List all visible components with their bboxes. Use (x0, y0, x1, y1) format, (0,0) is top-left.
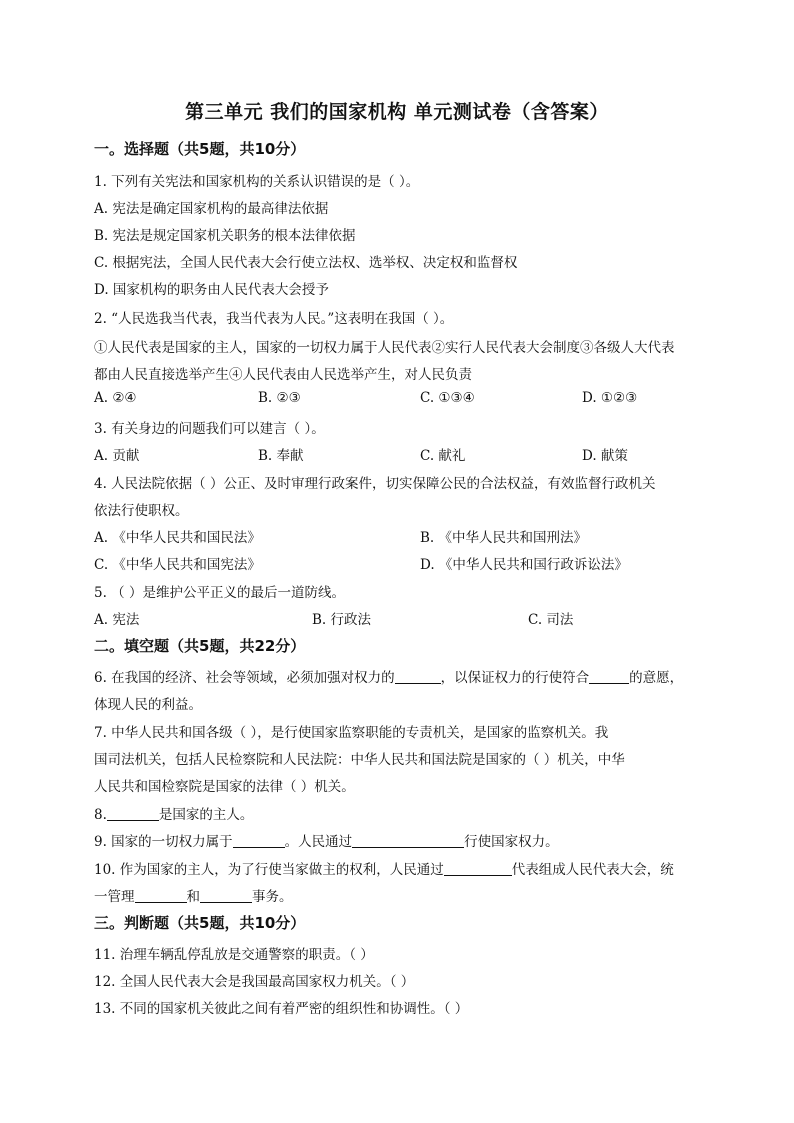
page-title: 第三单元 我们的国家机构 单元测试卷（含答案） (185, 101, 609, 123)
section-heading-choice: 一。选择题（共5题，共10分） (94, 140, 306, 158)
q3-option-c: C. 献礼 (420, 448, 466, 464)
q2-option-a: A. ②④ (94, 390, 137, 406)
q6-blank-1[interactable] (395, 669, 441, 684)
q6-text-1: 6. 在我国的经济、社会等领域，必须加强对权力的 (94, 670, 395, 686)
q2-stem: 2. “人民选我当代表，我当代表为人民。”这表明在我国（ ）。 (94, 311, 454, 327)
q1-option-a: A. 宪法是确定国家机构的最高律法依据 (94, 201, 329, 217)
q4-stem-line1: 4. 人民法院依据（ ）公正、及时审理行政案件，切实保障公民的合法权益，有效监督行政机关 (94, 476, 656, 492)
q9-text-1: 9. 国家的一切权力属于 (94, 834, 233, 850)
q6-text-3: 的意愿， (629, 670, 684, 686)
q3-stem: 3. 有关身边的问题我们可以建言（ ）。 (94, 421, 325, 437)
q5-option-a: A. 宪法 (94, 612, 140, 628)
q12-line: 12. 全国人民代表大会是我国最高国家权力机关。（ ） (94, 974, 415, 990)
q1-option-d: D. 国家机构的职务由人民代表大会授予 (94, 282, 329, 298)
section-heading-fill: 二。填空题（共5题，共22分） (94, 637, 306, 655)
q8-blank-1[interactable] (107, 806, 159, 821)
q4-option-b: B. 《中华人民共和国刑法》 (420, 530, 588, 546)
q4-option-d: D. 《中华人民共和国行政诉讼法》 (420, 557, 628, 573)
q6-blank-2[interactable] (589, 669, 629, 684)
q10-blank-1[interactable] (444, 861, 512, 876)
q1-option-b: B. 宪法是规定国家机关职务的根本法律依据 (94, 228, 356, 244)
q10-text-1: 10. 作为国家的主人，为了行使当家做主的权利，人民通过 (94, 862, 444, 878)
q5-stem: 5. （ ）是维护公平正义的最后一道防线。 (94, 585, 345, 601)
q3-option-d: D. 献策 (582, 448, 628, 464)
q5-option-b: B. 行政法 (312, 612, 372, 628)
q10-blank-2[interactable] (135, 888, 187, 903)
q9-line (94, 830, 559, 850)
q9-blank-1[interactable] (233, 833, 285, 848)
q10-text-4: 和 (186, 889, 200, 905)
q1-stem: 1. 下列有关宪法和国家机构的关系认识错误的是（ ）。 (94, 174, 420, 190)
q2-option-b: B. ②③ (258, 390, 301, 406)
q3-option-a: A. 贡献 (94, 448, 140, 464)
q13-line: 13. 不同的国家机关彼此之间有着严密的组织性和协调性。（ ） (94, 1001, 469, 1017)
q10-blank-3[interactable] (200, 888, 252, 903)
q9-blank-2[interactable] (352, 833, 464, 848)
q10-text-2: 代表组成人民代表大会，统 (511, 862, 674, 878)
q9-text-2: 。人民通过 (284, 834, 353, 850)
q2-statements-line1: ①人民代表是国家的主人，国家的一切权力属于人民代表②实行人民代表大会制度③各级人大代表 (94, 340, 675, 356)
q10-line1 (94, 858, 674, 878)
q8-text-1: 8. (94, 807, 107, 823)
q7-line3: 人民共和国检察院是国家的法律（ ）机关。 (94, 779, 355, 795)
q3-option-b: B. 奉献 (258, 448, 304, 464)
q10-text-3: 一管理 (94, 889, 135, 905)
q4-option-a: A. 《中华人民共和国民法》 (94, 530, 261, 546)
q5-option-c: C. 司法 (528, 612, 574, 628)
q2-option-d: D. ①②③ (582, 390, 638, 406)
q11-line: 11. 治理车辆乱停乱放是交通警察的职责。（ ） (94, 947, 374, 963)
q10-line2 (94, 885, 293, 905)
q6-text-2: ，以保证权力的行使符合 (440, 670, 590, 686)
q9-text-3: 行使国家权力。 (464, 834, 559, 850)
q10-text-5: 事务。 (252, 889, 293, 905)
q8-text-2: 是国家的主人。 (158, 807, 254, 823)
q8-line (94, 803, 253, 823)
q6-line2: 体现人民的利益。 (94, 697, 202, 713)
q4-stem-line2: 依法行使职权。 (94, 503, 189, 519)
q7-line1: 7. 中华人民共和国各级（ ），是行使国家监察职能的专责机关，是国家的监察机关。我 (94, 725, 609, 741)
q1-option-c: C. 根据宪法，全国人民代表大会行使立法权、选举权、决定权和监督权 (94, 255, 518, 271)
q2-statements-line2: 都由人民直接选举产生④人民代表由人民选举产生，对人民负责 (94, 367, 472, 383)
q2-option-c: C. ①③④ (420, 390, 475, 406)
q4-option-c: C. 《中华人民共和国宪法》 (94, 557, 261, 573)
q6-line1 (94, 666, 683, 686)
section-heading-judge: 三。判断题（共5题，共10分） (94, 914, 306, 932)
q7-line2: 国司法机关，包括人民检察院和人民法院：中华人民共和国法院是国家的（ ）机关，中华 (94, 752, 625, 768)
